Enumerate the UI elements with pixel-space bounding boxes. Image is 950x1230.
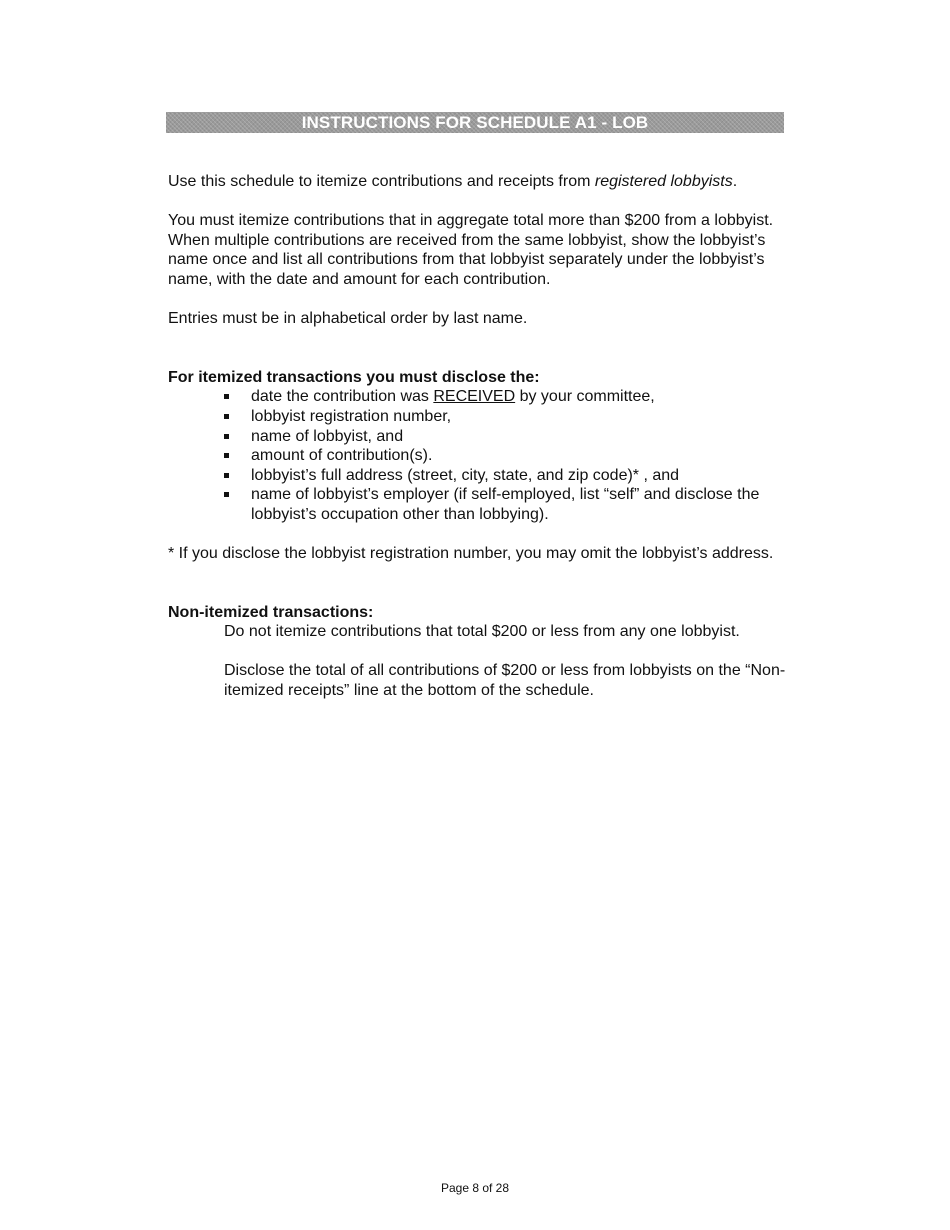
- list-item: [224, 446, 788, 466]
- square-bullet-icon: [224, 434, 229, 439]
- non-itemized-paragraph: Do not itemize contributions that total $200 or less from any one lobbyist.: [224, 623, 740, 641]
- intro-paragraph: [168, 172, 788, 192]
- aggregate-paragraph: You must itemize contributions that in aggregate total more than $200 from a lobbyist. When multiple contributions are received from the same lobbyist, show the lobbyist’s name once and list all contributions from that lobbyist separately under the lobbyist’s name, with the date and amount for each contribution.: [168, 212, 774, 288]
- list-item: [224, 466, 788, 486]
- non-itemized-heading: Non-itemized transactions:: [168, 603, 374, 621]
- list-item: [224, 427, 788, 447]
- bullet-text: date the contribution was: [251, 388, 434, 406]
- intro-emphasis: registered lobbyists: [594, 173, 733, 190]
- non-itemized-paragraph: Disclose the total of all contributions of $200 or less from lobbyists on the “Non-itemized receipts” line at the bottom of the schedule.: [224, 662, 786, 700]
- square-bullet-icon: [224, 453, 229, 458]
- square-bullet-icon: [224, 492, 229, 497]
- received-underlined: RECEIVED: [433, 388, 516, 406]
- bullet-text: name of lobbyist’s employer (if self-employed, list “self” and disclose the lobbyist’s occupation other than lobbying).: [251, 486, 760, 523]
- bullet-text: lobbyist’s full address (street, city, state, and zip code)* , and: [251, 466, 680, 484]
- page-number: Page 8 of 28: [440, 1181, 510, 1195]
- square-bullet-icon: [224, 394, 229, 399]
- intro-end: .: [732, 173, 738, 190]
- page-title: INSTRUCTIONS FOR SCHEDULE A1 - LOB: [166, 112, 784, 133]
- list-item: [224, 387, 788, 407]
- bullet-text: by your committee,: [515, 388, 655, 406]
- list-item: [224, 485, 788, 524]
- itemized-heading: For itemized transactions you must disclose the:: [168, 368, 540, 386]
- registration-number-note: * If you disclose the lobbyist registration number, you may omit the lobbyist’s address.: [168, 545, 774, 563]
- square-bullet-icon: [224, 473, 229, 478]
- alphabetical-order-paragraph: Entries must be in alphabetical order by last name.: [168, 310, 528, 328]
- non-itemized-section: [168, 622, 788, 700]
- instructions-body: [168, 172, 788, 720]
- intro-text: Use this schedule to itemize contributions and receipts from: [168, 173, 595, 190]
- square-bullet-icon: [224, 414, 229, 419]
- bullet-text: name of lobbyist, and: [251, 427, 404, 445]
- bullet-text: amount of contribution(s).: [251, 447, 433, 465]
- bullet-text: lobbyist registration number,: [251, 407, 452, 425]
- itemized-disclosure-list: [168, 387, 788, 524]
- list-item: [224, 407, 788, 427]
